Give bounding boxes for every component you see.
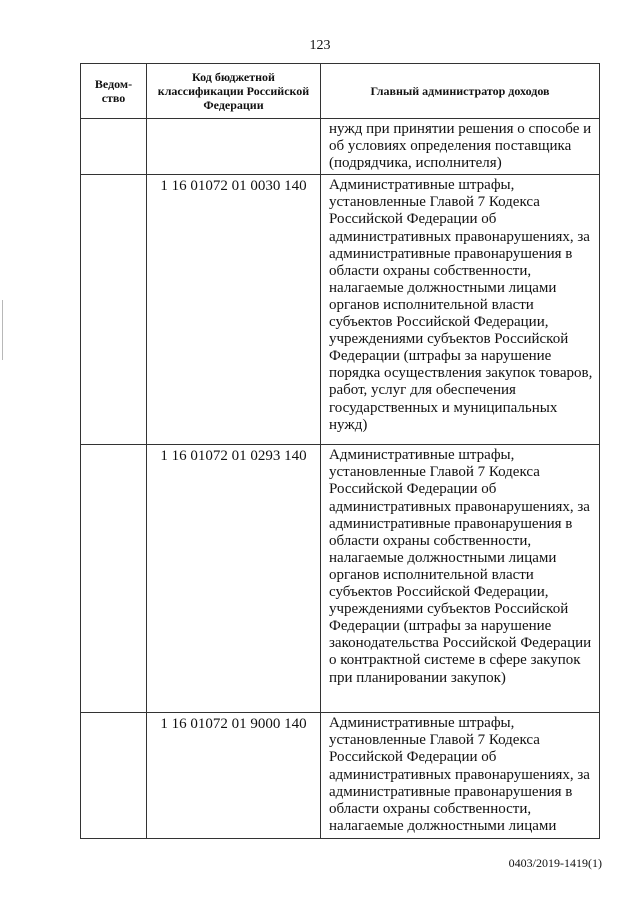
table-row xyxy=(81,445,600,713)
document-reference: 0403/2019-1419(1) xyxy=(508,856,602,870)
header-code-label: Код бюджетной классификации Российской Федерации xyxy=(157,70,310,112)
header-administrator xyxy=(321,64,600,119)
table-row xyxy=(81,713,600,839)
code-cell xyxy=(147,119,321,175)
table-header-row xyxy=(81,64,600,119)
code-cell: 1 16 01072 01 9000 140 xyxy=(147,713,321,839)
dept-cell xyxy=(81,119,147,175)
administrator-cell: Административные штрафы, установленные Главой 7 Кодекса Российской Федерации об административных правонарушениях, за административные правонарушения в области охраны собственности, налагаемые должностными лицами xyxy=(321,713,600,839)
header-department xyxy=(81,64,147,119)
revenue-administrators-table xyxy=(80,63,600,839)
header-department-label: Ведом-ство xyxy=(94,77,133,105)
administrator-cell: Административные штрафы, установленные Главой 7 Кодекса Российской Федерации об административных правонарушениях, за административные правонарушения в области охраны собственности, налагаемые должностными лицами органов исполнительной власти субъектов Российской Федерации, учреждениями субъектов Российской Федерации (штрафы за нарушение законодательства Российской Федерации о контрактной системе в сфере закупок при планировании закупок) xyxy=(321,445,600,713)
dept-cell xyxy=(81,445,147,713)
administrator-cell: Административные штрафы, установленные Главой 7 Кодекса Российской Федерации об административных правонарушениях, за административные правонарушения в области охраны собственности, налагаемые должностными лицами органов исполнительной власти субъектов Российской Федерации, учреждениями субъектов Российской Федерации (штрафы за нарушение порядка осуществления закупок товаров, работ, услуг для обеспечения государственных и муниципальных нужд) xyxy=(321,175,600,445)
administrator-cell: нужд при принятии решения о способе и об условиях определения поставщика (подрядчика, исполнителя) xyxy=(321,119,600,175)
code-cell: 1 16 01072 01 0030 140 xyxy=(147,175,321,445)
dept-cell xyxy=(81,175,147,445)
table-row xyxy=(81,175,600,445)
header-code xyxy=(147,64,321,119)
page-number: 123 xyxy=(309,38,331,53)
code-cell: 1 16 01072 01 0293 140 xyxy=(147,445,321,713)
dept-cell xyxy=(81,713,147,839)
table-row xyxy=(81,119,600,175)
scan-edge-mark xyxy=(2,300,3,360)
header-administrator-label: Главный администратор доходов xyxy=(370,84,550,98)
